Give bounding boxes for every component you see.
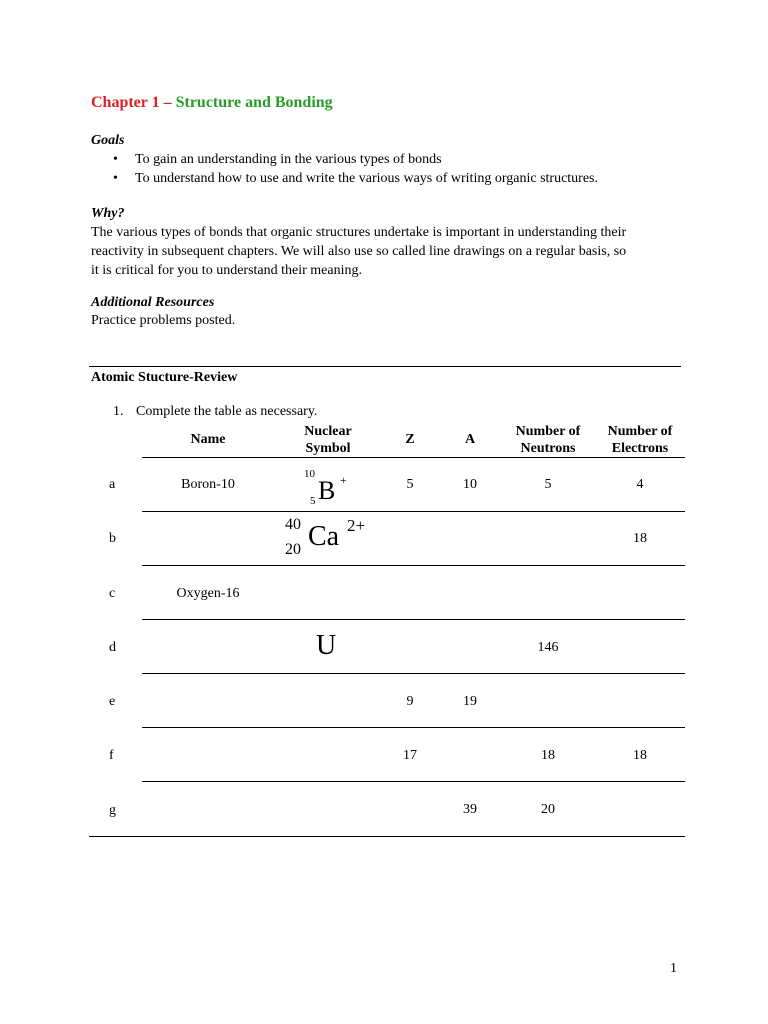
symbol-element: U: [316, 630, 337, 661]
question-number: 1.: [113, 404, 124, 419]
cell-z: 9: [406, 694, 414, 709]
symbol-mass-number: 10: [304, 468, 315, 480]
cell-electrons: 18: [633, 531, 647, 546]
row-label: g: [109, 803, 116, 818]
row-label: c: [109, 586, 116, 601]
why-paragraph: The various types of bonds that organic structures undertake is important in understanding their reactivity in subsequent chapters. We will also use so called line drawings on a regular basis, so it is critical for you to understand their meaning.: [91, 225, 627, 278]
cell-neutrons: 18: [541, 748, 555, 763]
header-electrons: Number of Electrons: [607, 424, 673, 456]
table-row-rule: [142, 673, 685, 674]
goals-heading: Goals: [91, 133, 125, 148]
table-bottom-rule: [89, 836, 685, 837]
page-title: [91, 94, 333, 112]
cell-neutrons: 20: [541, 802, 555, 817]
header-symbol: Nuclear Symbol: [304, 424, 352, 456]
goals-item: • To understand how to use and write the various ways of writing organic structures.: [113, 171, 598, 186]
cell-z: 17: [403, 748, 417, 763]
page-number: 1: [670, 961, 677, 976]
symbol-atomic-number: 5: [310, 495, 316, 507]
symbol-mass-number: 40: [285, 516, 301, 533]
table-row-rule: [142, 565, 685, 566]
cell-a: 39: [463, 802, 477, 817]
symbol-charge: 2+: [347, 516, 366, 535]
row-label: d: [109, 640, 116, 655]
question-text: Complete the table as necessary.: [136, 404, 318, 419]
table-row-rule: [142, 781, 685, 782]
table-header-rule: [142, 457, 685, 458]
symbol-atomic-number: 20: [285, 541, 301, 558]
header-z: Z: [405, 432, 415, 447]
chapter-prefix: Chapter 1 –: [91, 94, 176, 111]
cell-name: Boron-10: [181, 477, 235, 492]
table-row-rule: [142, 511, 685, 512]
cell-electrons: 18: [633, 748, 647, 763]
cell-name: Oxygen-16: [176, 586, 240, 601]
cell-a: 19: [463, 694, 477, 709]
section-divider: [89, 366, 681, 367]
cell-a: 10: [463, 477, 477, 492]
goals-item: • To gain an understanding in the various types of bonds: [113, 152, 442, 167]
symbol-charge: +: [340, 473, 347, 487]
cell-neutrons: 146: [537, 640, 559, 655]
row-label: a: [109, 477, 116, 492]
row-label: b: [109, 531, 116, 546]
row-label: f: [109, 748, 114, 763]
why-heading: Why?: [91, 206, 125, 221]
cell-neutrons: 5: [544, 477, 552, 492]
symbol-element: B: [318, 476, 336, 505]
section-title: Atomic Stucture-Review: [91, 370, 238, 385]
header-name: Name: [190, 432, 226, 447]
cell-z: 5: [406, 477, 414, 492]
chapter-name: Structure and Bonding: [175, 94, 333, 111]
row-label: e: [109, 694, 116, 709]
table-row-rule: [142, 727, 685, 728]
resources-heading: Additional Resources: [91, 295, 215, 310]
header-a: A: [464, 432, 476, 447]
table-row-rule: [142, 619, 685, 620]
cell-electrons: 4: [636, 477, 644, 492]
header-neutrons: Number of Neutrons: [515, 424, 581, 456]
symbol-element: Ca: [308, 521, 340, 552]
resources-text: Practice problems posted.: [91, 313, 236, 328]
